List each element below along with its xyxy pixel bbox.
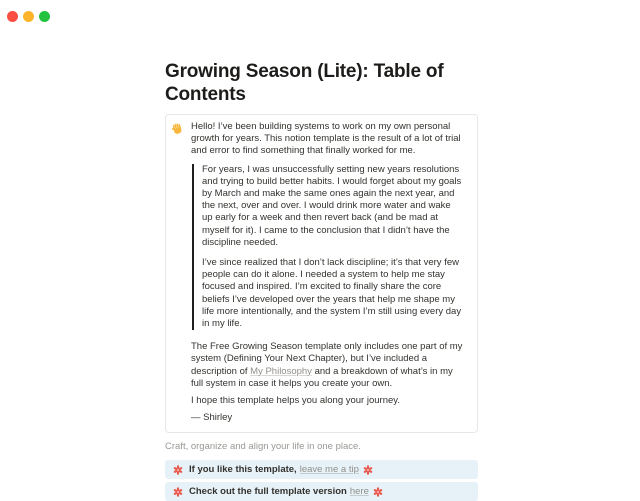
zoom-button[interactable]	[39, 11, 50, 22]
full-version-banner	[165, 482, 478, 501]
closing-paragraph	[191, 341, 463, 390]
flower-icon	[173, 465, 183, 475]
full-template-link[interactable]: here	[349, 486, 369, 498]
page-content	[165, 0, 478, 501]
closing-text-after: and a breakdown of what’s in my full system in case it helps you create your own.	[191, 365, 453, 389]
minimize-button[interactable]	[23, 11, 34, 22]
flower-icon	[173, 487, 183, 497]
page-title: Growing Season (Lite): Table of Contents	[165, 61, 444, 105]
banner-bold-text: Check out the full template version	[189, 486, 347, 498]
tip-link[interactable]: leave me a tip	[299, 464, 359, 476]
tip-banner	[165, 460, 478, 479]
intro-callout	[165, 114, 478, 433]
quote-block	[192, 164, 463, 331]
closing-text-before: The Free Growing Season template only includes one part of my system (Defining Your Next Chapter), but I’ve included a description of	[191, 341, 463, 377]
flower-icon	[363, 465, 373, 475]
window-controls	[7, 11, 50, 22]
banner-bold-text: If you like this template,	[189, 464, 297, 476]
waving-hand-icon	[171, 122, 184, 135]
signature-text: — Shirley	[191, 412, 233, 424]
my-philosophy-link[interactable]: My Philosophy	[250, 365, 312, 377]
hope-paragraph: I hope this template helps you along your journey.	[191, 395, 400, 407]
intro-paragraph: Hello! I’ve been building systems to work on my own personal growth for years. This notion template is the result of a lot of trial and error to find something that finally worked for me.	[191, 121, 461, 157]
close-button[interactable]	[7, 11, 18, 22]
caption-text: Craft, organize and align your life in one place.	[165, 441, 361, 453]
callout-body	[191, 121, 463, 424]
flower-icon	[373, 487, 383, 497]
quote-paragraph-1: For years, I was unsuccessfully setting new years resolutions and trying to build better habits. I would forget about my goals by March and make the same ones again the next year, and the next, over and over. I would drink more water and wake up early for a week and then revert back (and be mad at myself for it). I came to the conclusion that I didn’t have the discipline needed.	[202, 163, 462, 248]
quote-paragraph-2: I’ve since realized that I don’t lack discipline; it’s that very few people can do it alone. I needed a system to help me stay focused and inspired. I’m excited to finally share the core beliefs I’ve developed over the years that help me shape my life more intentionally, and the system I’m still using every day in my life.	[202, 257, 462, 330]
